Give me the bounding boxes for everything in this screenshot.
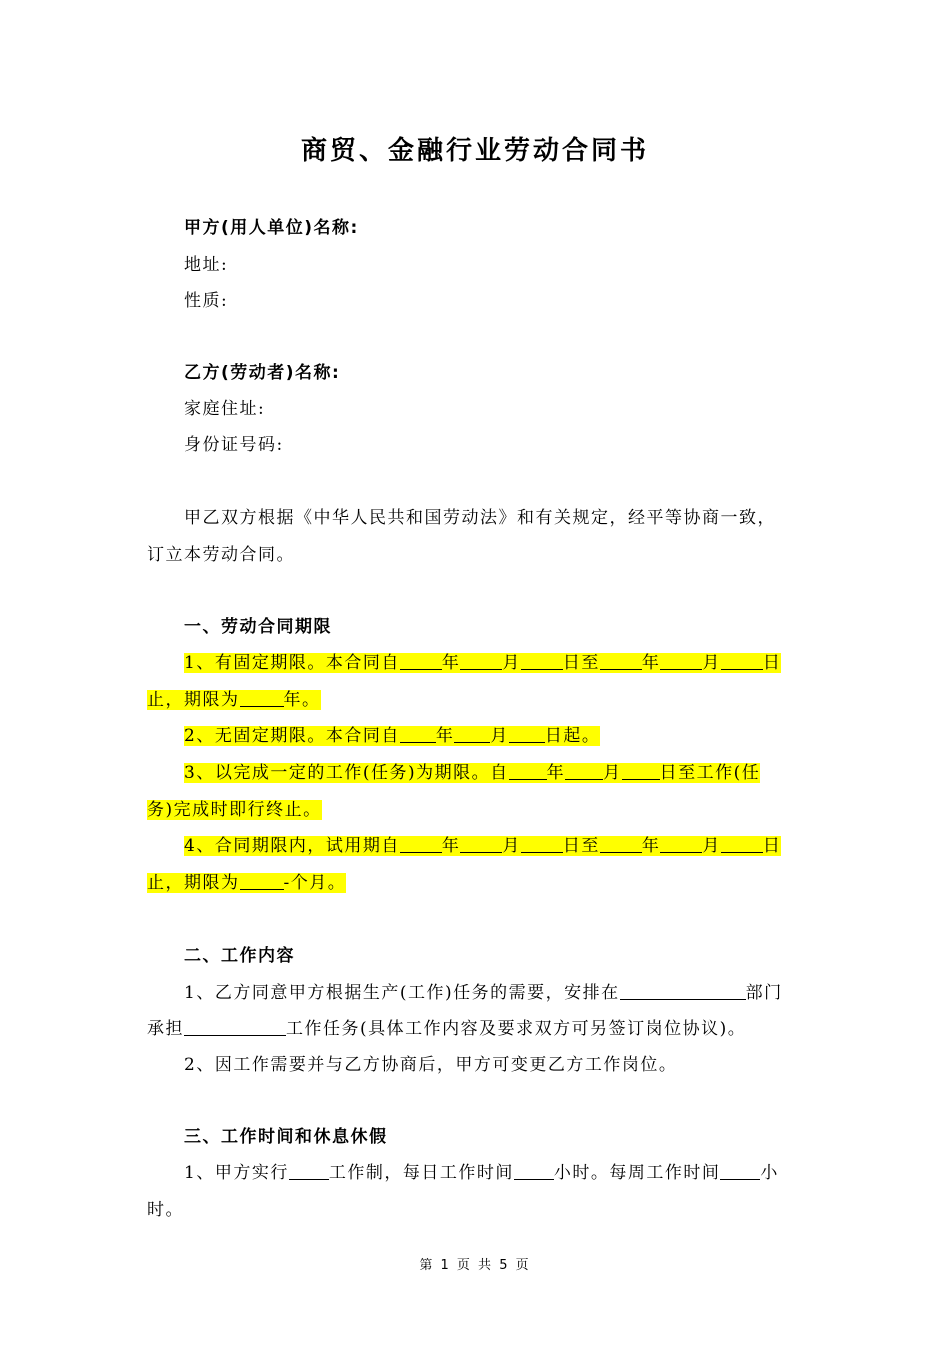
- section-1-item-4: 4、合同期限内，试用期自 年 月 日至 年 月 日: [184, 836, 782, 856]
- section-3-heading: 三、工作时间和休息休假: [184, 1127, 388, 1147]
- preamble-line-1: 甲乙双方根据《中华人民共和国劳动法》和有关规定，经平等协商一致，: [184, 508, 776, 528]
- section-2-item-1: 1、乙方同意甲方根据生产(工作)任务的需要，安排在 部门: [184, 983, 783, 1003]
- page-number: 第 1 页 共 5 页: [419, 1258, 531, 1273]
- party-b-home-address-label: 家庭住址:: [184, 399, 266, 419]
- party-a-address-label: 地址:: [184, 255, 229, 275]
- section-1-item-3-cont: 务)完成时即行终止。: [147, 800, 322, 820]
- party-a-nature-label: 性质:: [184, 291, 229, 311]
- section-1-item-4-cont: 止，期限为 -个月。: [147, 873, 347, 893]
- preamble-line-2: 订立本劳动合同。: [147, 545, 295, 565]
- party-b-id-label: 身份证号码:: [184, 435, 284, 455]
- section-1-item-3: 3、以完成一定的工作(任务)为期限。自 年 月 日至工作(任: [184, 763, 761, 783]
- section-3-item-1: 1、甲方实行 工作制，每日工作时间 小时。每周工作时间 小: [184, 1163, 779, 1183]
- section-2-item-1-cont: 承担 工作任务(具体工作内容及要求双方可另签订岗位协议)。: [147, 1019, 747, 1039]
- section-1-item-2: 2、无固定期限。本合同自 年 月 日起。: [184, 726, 601, 746]
- document-title: 商贸、金融行业劳动合同书: [300, 136, 649, 166]
- section-1-item-1: 1、有固定期限。本合同自 年 月 日至 年 月 日: [184, 653, 782, 673]
- section-3-item-1-cont: 时。: [147, 1200, 184, 1220]
- section-2-item-2: 2、因工作需要并与乙方协商后，甲方可变更乙方工作岗位。: [184, 1055, 678, 1075]
- section-1-heading: 一、劳动合同期限: [184, 617, 332, 637]
- section-2-heading: 二、工作内容: [184, 946, 295, 966]
- section-1-item-1-cont: 止，期限为 年。: [147, 690, 321, 710]
- party-b-name-label: 乙方(劳动者)名称:: [184, 363, 341, 383]
- party-a-name-label: 甲方(用人单位)名称:: [184, 218, 359, 238]
